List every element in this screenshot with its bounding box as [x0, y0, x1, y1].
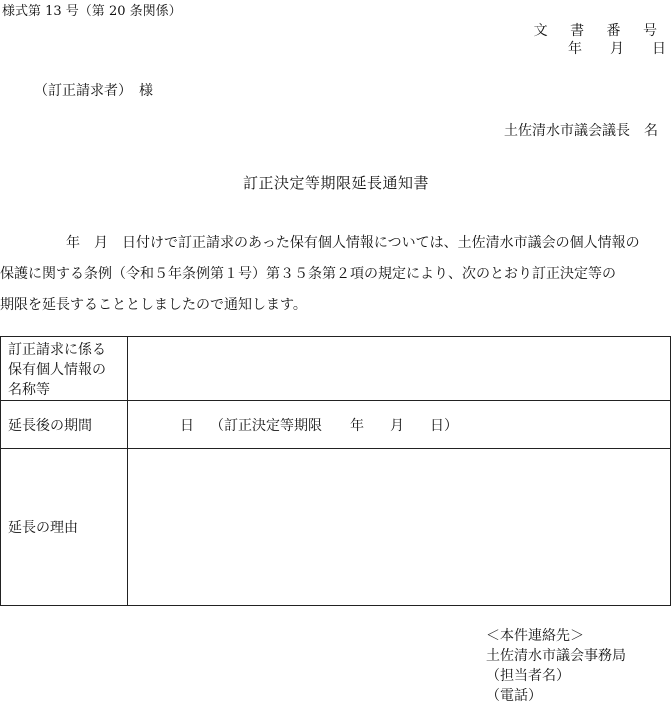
contact-heading: ＜本件連絡先＞: [486, 628, 584, 644]
document-date: [568, 38, 666, 58]
document-number-label: 文 書 番 号: [533, 23, 666, 39]
deadline-month: 月: [390, 417, 404, 434]
record-name-label: [1, 337, 128, 401]
info-table: [0, 336, 671, 606]
record-name-value[interactable]: [128, 337, 671, 401]
deadline-year: 年: [350, 417, 364, 434]
form-number: 様式第 13 号（第 20 条関係）: [2, 4, 182, 19]
body-line-2: 保護に関する条例（令和５年条例第１号）第３５条第２項の規定により、次のとおり訂正決定等の: [0, 266, 616, 282]
record-name-label-line-2: 保有個人情報の: [8, 361, 106, 378]
deadline-prefix: （訂正決定等期限: [210, 417, 322, 434]
record-name-label-line-3: 名称等: [8, 381, 50, 398]
extended-period-value[interactable]: [128, 401, 671, 449]
body-text: [0, 228, 672, 321]
recipient: （訂正請求者） 様: [34, 83, 153, 99]
table-row-record-name: [1, 337, 671, 401]
sender: 土佐清水市議会議長 名: [504, 123, 658, 139]
table-row-extension-reason: [1, 449, 671, 606]
contact-info: [486, 626, 626, 706]
body-line-1: 年 月 日付けで訂正請求のあった保有個人情報については、土佐清水市議会の個人情報の: [66, 235, 640, 251]
table-row-extended-period: [1, 401, 671, 449]
date-day: 日: [652, 41, 666, 57]
extended-period-label: 延長後の期間: [1, 401, 128, 449]
record-name-label-line-1: 訂正請求に係る: [8, 341, 106, 358]
contact-phone: （電話）: [486, 688, 542, 704]
deadline-day: 日）: [430, 417, 458, 434]
contact-office: 土佐清水市議会事務局: [486, 648, 626, 664]
body-line-3: 期限を延長することとしましたので通知します。: [0, 297, 307, 313]
date-year: 年: [568, 41, 582, 57]
document-title: 訂正決定等期限延長通知書: [242, 174, 429, 192]
date-month: 月: [610, 41, 624, 57]
period-day: 日: [180, 417, 194, 434]
contact-person: （担当者名）: [486, 668, 570, 684]
extension-reason-label: 延長の理由: [1, 449, 128, 606]
extension-reason-value[interactable]: [128, 449, 671, 606]
